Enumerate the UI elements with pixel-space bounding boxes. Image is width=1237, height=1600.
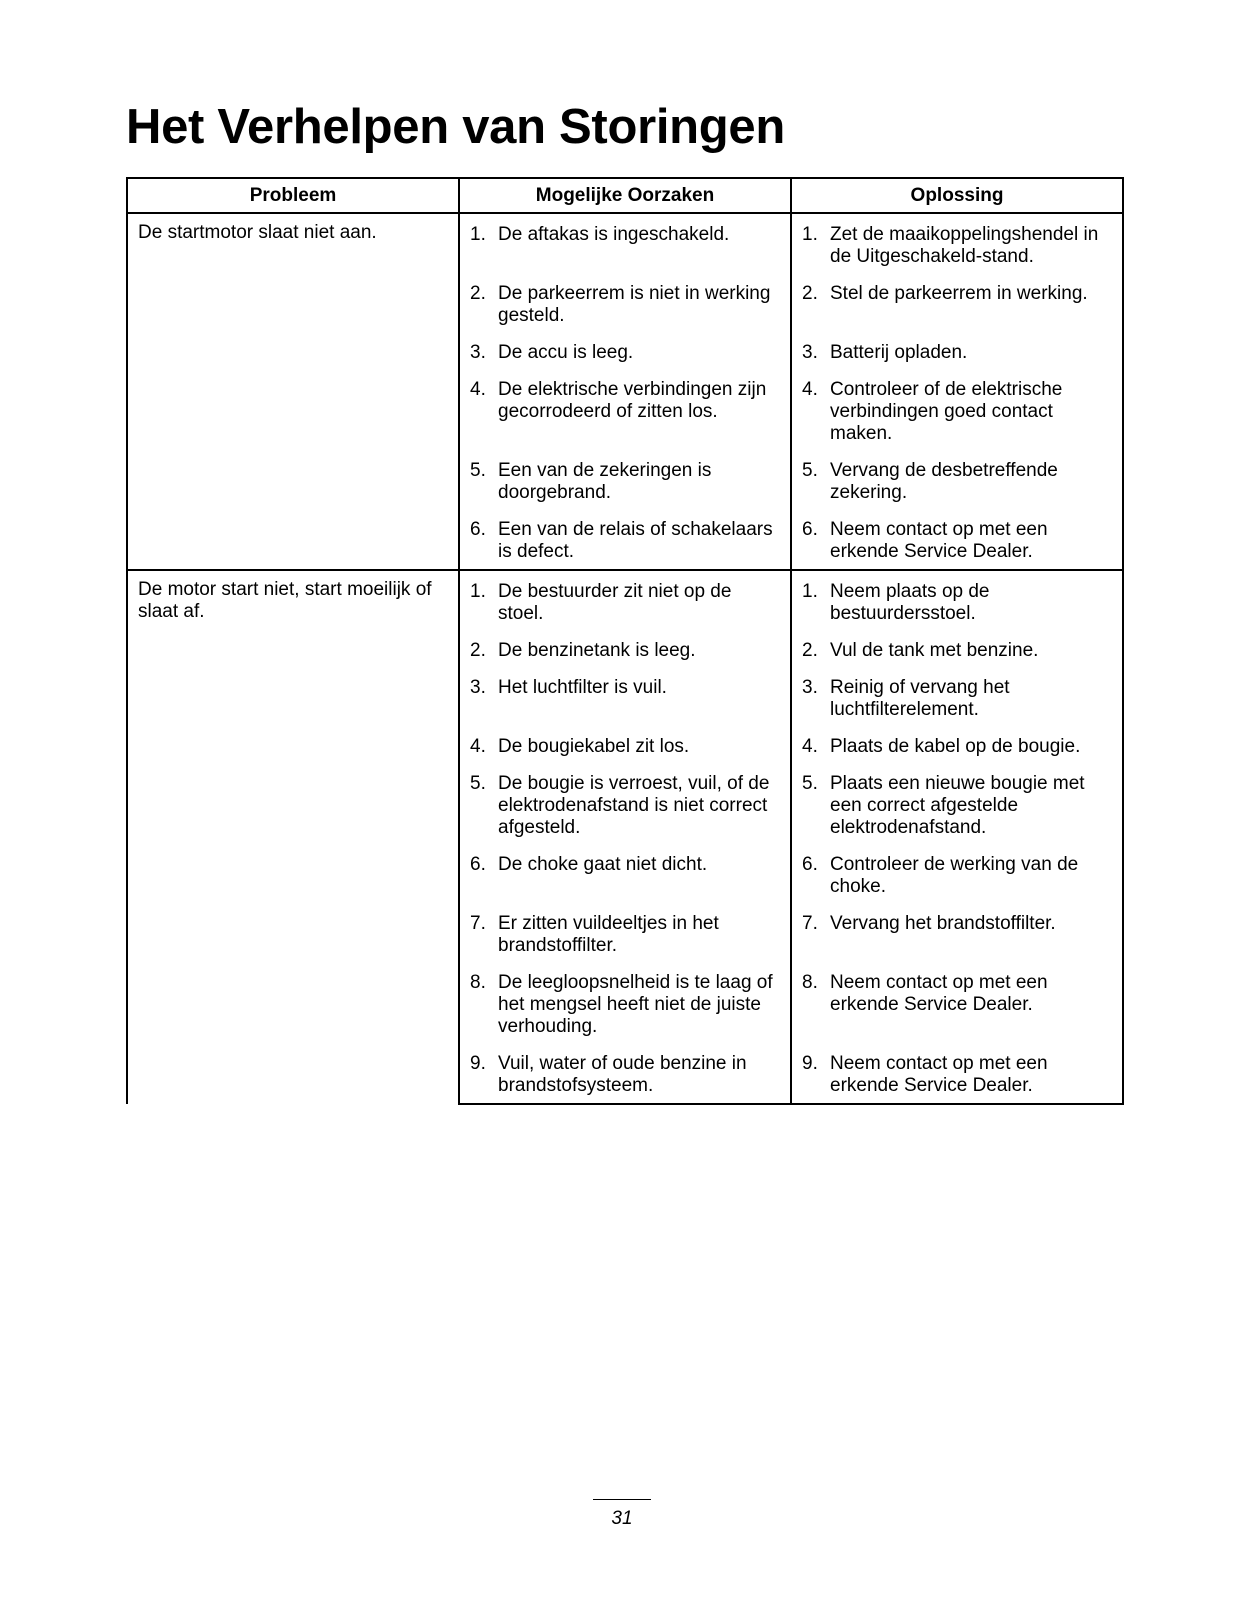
- solution-cell: [791, 845, 1123, 904]
- table-row: [127, 213, 1123, 274]
- solution-item: [792, 510, 1122, 569]
- item-number: 6.: [470, 854, 486, 875]
- item-number: 5.: [470, 460, 486, 481]
- solution-text: Batterij opladen.: [830, 342, 968, 363]
- item-number: 1.: [802, 224, 818, 245]
- cause-item: [460, 333, 790, 370]
- item-number: 6.: [802, 519, 818, 540]
- cause-cell: [459, 451, 791, 510]
- solution-text: Vervang het brandstoffilter.: [830, 913, 1056, 934]
- item-number: 4.: [802, 379, 818, 400]
- solution-text: Neem contact op met een erkende Service Dealer.: [830, 972, 1048, 1015]
- cause-item: [460, 214, 790, 252]
- page-number: 31: [611, 1508, 633, 1529]
- solution-cell: [791, 904, 1123, 963]
- cause-item: [460, 668, 790, 705]
- item-number: 5.: [802, 773, 818, 794]
- header-problem: Probleem: [127, 178, 459, 213]
- cause-text: De bougie is verroest, vuil, of de elektrodenafstand is niet correct afgesteld.: [498, 773, 770, 838]
- cause-text: Een van de relais of schakelaars is defect.: [498, 519, 773, 562]
- solution-text: Controleer de werking van de choke.: [830, 854, 1079, 897]
- solution-item: [792, 370, 1122, 451]
- solution-item: [792, 214, 1122, 274]
- item-number: 2.: [802, 283, 818, 304]
- solution-text: Controleer of de elektrische verbindingen goed contact maken.: [830, 379, 1063, 444]
- cause-cell: [459, 727, 791, 764]
- cause-cell: [459, 510, 791, 570]
- solution-text: Plaats de kabel op de bougie.: [830, 736, 1081, 757]
- solution-cell: [791, 370, 1123, 451]
- solution-text: Plaats een nieuwe bougie met een correct afgestelde elektrodenafstand.: [830, 773, 1085, 838]
- item-number: 8.: [802, 972, 818, 993]
- solution-cell: [791, 451, 1123, 510]
- cause-cell: [459, 631, 791, 668]
- solution-item: [792, 904, 1122, 941]
- solution-text: Vul de tank met benzine.: [830, 640, 1039, 661]
- item-number: 5.: [470, 773, 486, 794]
- item-number: 9.: [470, 1053, 486, 1074]
- cause-text: De aftakas is ingeschakeld.: [498, 224, 730, 245]
- cause-cell: [459, 333, 791, 370]
- item-number: 6.: [470, 519, 486, 540]
- solution-item: [792, 1044, 1122, 1103]
- solution-item: [792, 333, 1122, 370]
- cause-item: [460, 274, 790, 333]
- item-number: 3.: [470, 677, 486, 698]
- item-number: 1.: [470, 581, 486, 602]
- item-number: 1.: [470, 224, 486, 245]
- cause-cell: [459, 904, 791, 963]
- solution-cell: [791, 963, 1123, 1044]
- solution-item: [792, 963, 1122, 1022]
- cause-cell: [459, 274, 791, 333]
- item-number: 8.: [470, 972, 486, 993]
- solution-cell: [791, 213, 1123, 274]
- header-causes: Mogelijke Oorzaken: [459, 178, 791, 213]
- cause-cell: [459, 668, 791, 727]
- item-number: 9.: [802, 1053, 818, 1074]
- footer-rule: [593, 1499, 651, 1500]
- solution-item: [792, 727, 1122, 764]
- header-solution: Oplossing: [791, 178, 1123, 213]
- item-number: 3.: [802, 677, 818, 698]
- cause-text: Vuil, water of oude benzine in brandstofsysteem.: [498, 1053, 747, 1096]
- solution-cell: [791, 668, 1123, 727]
- item-number: 4.: [802, 736, 818, 757]
- cause-text: De bougiekabel zit los.: [498, 736, 690, 757]
- cause-item: [460, 963, 790, 1044]
- problem-cell: De motor start niet, start moeilijk of slaat af.: [127, 570, 459, 1104]
- cause-item: [460, 845, 790, 882]
- page-title: Het Verhelpen van Storingen: [126, 100, 785, 154]
- cause-cell: [459, 845, 791, 904]
- solution-cell: [791, 764, 1123, 845]
- solution-text: Neem contact op met een erkende Service Dealer.: [830, 519, 1048, 562]
- cause-cell: [459, 370, 791, 451]
- solution-cell: [791, 274, 1123, 333]
- cause-text: Een van de zekeringen is doorgebrand.: [498, 460, 712, 503]
- cause-cell: [459, 570, 791, 631]
- cause-item: [460, 370, 790, 429]
- item-number: 3.: [802, 342, 818, 363]
- item-number: 2.: [470, 283, 486, 304]
- cause-cell: [459, 213, 791, 274]
- solution-text: Neem contact op met een erkende Service Dealer.: [830, 1053, 1048, 1096]
- item-number: 3.: [470, 342, 486, 363]
- troubleshooting-table: [126, 177, 1124, 1105]
- solution-text: Neem plaats op de bestuurdersstoel.: [830, 581, 990, 624]
- item-number: 7.: [470, 913, 486, 934]
- cause-text: De elektrische verbindingen zijn gecorrodeerd of zitten los.: [498, 379, 767, 422]
- solution-cell: [791, 333, 1123, 370]
- cause-item: [460, 764, 790, 845]
- cause-text: De parkeerrem is niet in werking gesteld.: [498, 283, 771, 326]
- cause-text: De bestuurder zit niet op de stoel.: [498, 581, 732, 624]
- cause-item: [460, 571, 790, 631]
- problem-cell: De startmotor slaat niet aan.: [127, 213, 459, 570]
- solution-text: Stel de parkeerrem in werking.: [830, 283, 1088, 304]
- solution-cell: [791, 727, 1123, 764]
- solution-item: [792, 451, 1122, 510]
- item-number: 5.: [802, 460, 818, 481]
- cause-item: [460, 451, 790, 510]
- solution-cell: [791, 570, 1123, 631]
- cause-item: [460, 904, 790, 963]
- item-number: 6.: [802, 854, 818, 875]
- cause-cell: [459, 1044, 791, 1104]
- cause-text: De leegloopsnelheid is te laag of het mengsel heeft niet de juiste verhouding.: [498, 972, 773, 1037]
- cause-item: [460, 631, 790, 668]
- cause-item: [460, 510, 790, 569]
- item-number: 1.: [802, 581, 818, 602]
- cause-cell: [459, 963, 791, 1044]
- solution-cell: [791, 631, 1123, 668]
- cause-text: Het luchtfilter is vuil.: [498, 677, 667, 698]
- solution-item: [792, 571, 1122, 631]
- table-body: [127, 213, 1123, 1104]
- item-number: 7.: [802, 913, 818, 934]
- cause-text: Er zitten vuildeeltjes in het brandstoffilter.: [498, 913, 719, 956]
- solution-item: [792, 668, 1122, 727]
- cause-text: De benzinetank is leeg.: [498, 640, 696, 661]
- cause-text: De choke gaat niet dicht.: [498, 854, 708, 875]
- cause-text: De accu is leeg.: [498, 342, 634, 363]
- item-number: 2.: [470, 640, 486, 661]
- table-header-row: [127, 178, 1123, 213]
- solution-text: Vervang de desbetreffende zekering.: [830, 460, 1058, 503]
- solution-item: [792, 274, 1122, 311]
- solution-item: [792, 631, 1122, 668]
- item-number: 4.: [470, 379, 486, 400]
- solution-item: [792, 845, 1122, 904]
- item-number: 2.: [802, 640, 818, 661]
- cause-item: [460, 1044, 790, 1103]
- solution-text: Zet de maaikoppelingshendel in de Uitgeschakeld-stand.: [830, 224, 1099, 267]
- solution-cell: [791, 510, 1123, 570]
- cause-item: [460, 727, 790, 764]
- solution-text: Reinig of vervang het luchtfilterelement.: [830, 677, 1010, 720]
- cause-cell: [459, 764, 791, 845]
- table-row: [127, 570, 1123, 631]
- solution-cell: [791, 1044, 1123, 1104]
- item-number: 4.: [470, 736, 486, 757]
- solution-item: [792, 764, 1122, 845]
